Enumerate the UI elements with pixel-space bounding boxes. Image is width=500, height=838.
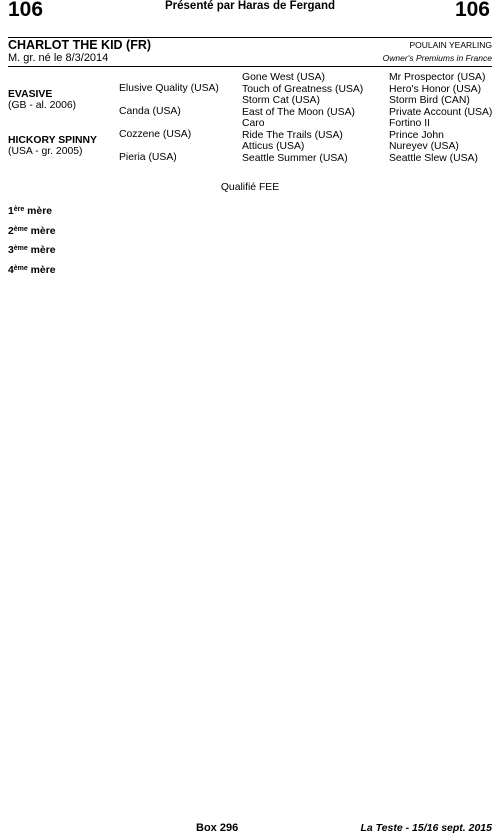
- produce-record: [8, 206, 494, 276]
- section-heading-1: 1ère mère: [8, 206, 53, 217]
- pedigree-grandparent: Pieria (USA): [119, 152, 177, 163]
- pedigree-great-grandparent: Touch of Greatness (USA): [242, 83, 364, 95]
- pedigree-grandparent: Canda (USA): [119, 106, 181, 117]
- pedigree-ancestor: Storm Bird (CAN): [389, 95, 470, 106]
- section-heading-2: 2ème mère: [8, 225, 56, 237]
- pedigree-table: [8, 72, 498, 182]
- horse-description: M. gr. né le 8/3/2014: [8, 52, 109, 64]
- pedigree-great-grandparent: Gone West (USA): [242, 72, 325, 83]
- pedigree-ancestor: Mr Prospector (USA): [389, 72, 486, 83]
- pedigree-dam: HICKORY SPINNY: [8, 135, 97, 146]
- horse-category: POULAIN YEARLING: [409, 40, 492, 50]
- sale-venue: La Teste - 15/16 sept. 2015: [360, 822, 492, 834]
- section-heading-3: 3ème mère: [8, 245, 56, 257]
- pedigree-great-grandparent: Storm Cat (USA): [242, 95, 320, 106]
- pedigree-ancestor: Hero's Honor (USA): [389, 83, 482, 95]
- pedigree-sire-info: (GB - al. 2006): [8, 100, 77, 111]
- pedigree-great-grandparent: Seattle Summer (USA): [242, 152, 348, 164]
- pedigree-grandparent: Cozzene (USA): [119, 129, 192, 140]
- section-heading-4: 4ème mère: [8, 264, 56, 276]
- pedigree-ancestor: Fortino II: [389, 118, 430, 129]
- pedigree-ancestor: Seattle Slew (USA): [389, 152, 478, 164]
- page-header: [0, 0, 500, 26]
- pedigree-great-grandparent: Ride The Trails (USA): [242, 129, 343, 141]
- horse-name: CHARLOT THE KID (FR): [8, 38, 152, 52]
- presented-by: Présenté par Haras de Fergand: [164, 0, 335, 12]
- pedigree-grandparent: Elusive Quality (USA): [119, 83, 219, 94]
- pedigree-great-grandparent: East of The Moon (USA): [242, 106, 355, 118]
- pedigree-sire: EVASIVE: [8, 89, 53, 100]
- lot-number-left: 106: [8, 0, 44, 21]
- pedigree-great-grandparent: Caro: [242, 118, 265, 129]
- page-footer: [0, 823, 500, 837]
- qualification: Qualifié FEE: [220, 182, 280, 193]
- pedigree-dam-info: (USA - gr. 2005): [8, 146, 83, 157]
- pedigree-ancestor: Private Account (USA): [389, 106, 493, 118]
- pedigree-ancestor: Nureyev (USA): [389, 141, 459, 152]
- horse-header: [8, 37, 492, 67]
- pedigree-ancestor: Prince John: [389, 129, 444, 141]
- box-number: Box 296: [196, 822, 239, 834]
- pedigree-great-grandparent: Atticus (USA): [242, 141, 305, 152]
- lot-number-right: 106: [454, 0, 490, 21]
- premium-scheme: Owner's Premiums in France: [382, 53, 492, 63]
